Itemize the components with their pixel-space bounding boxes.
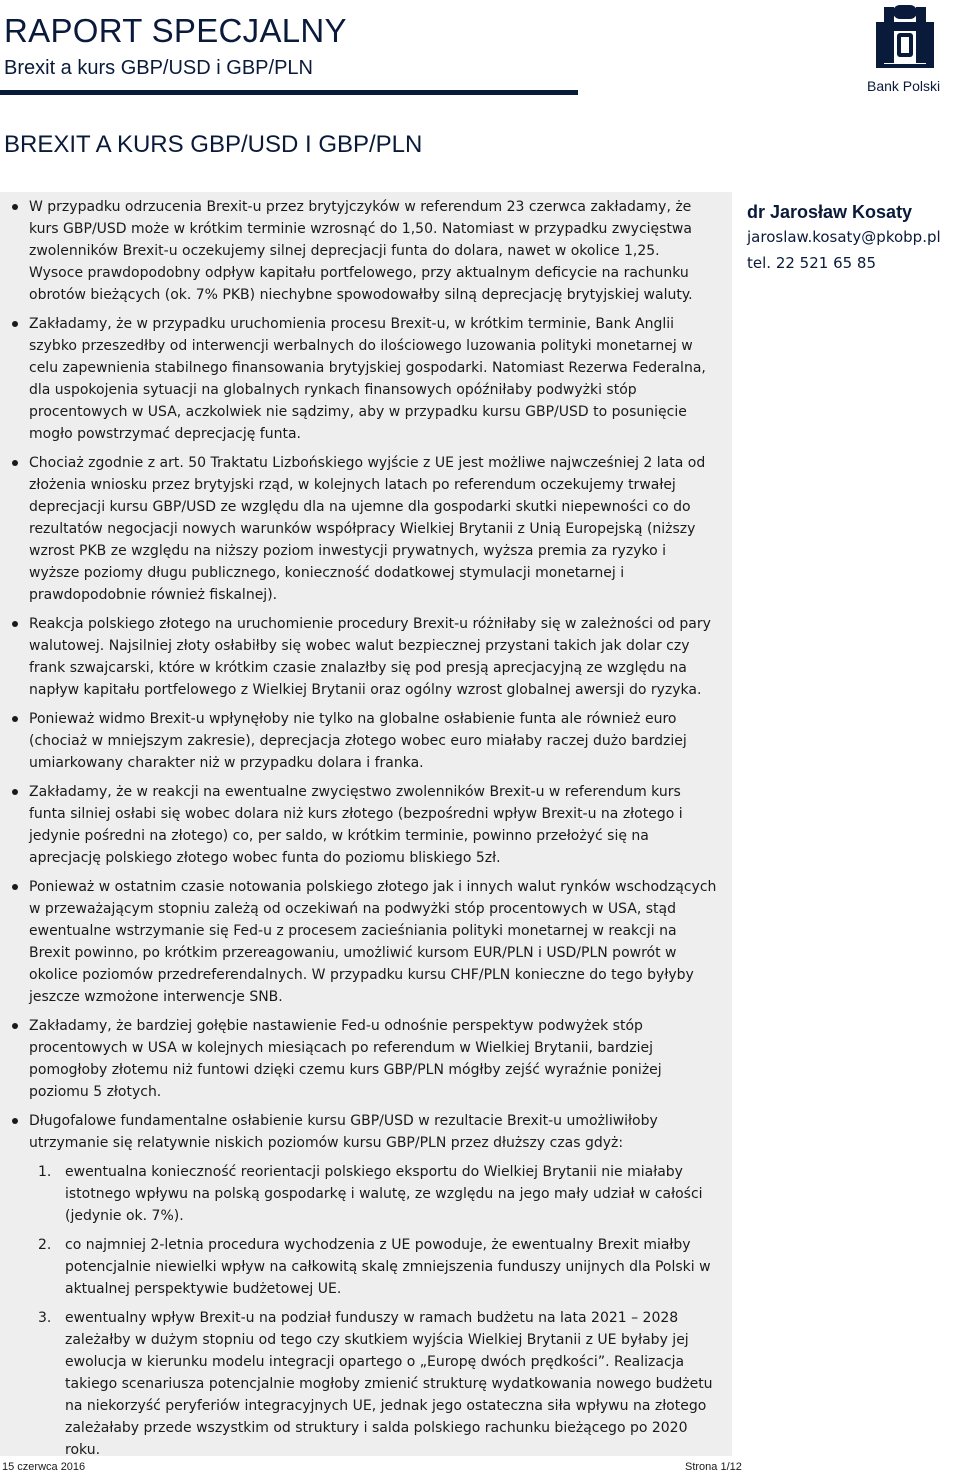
numbered-item [29,1234,718,1300]
numbered-item [29,1307,718,1461]
numbered-item [29,1161,718,1227]
footer-page-number: Strona 1/12 [685,1461,742,1473]
report-title: RAPORT SPECJALNY [4,12,347,49]
bullet-list [0,192,732,1461]
bullet-item: W przypadku odrzucenia Brexit-u przez brytyjczyków w referendum 23 czerwca zakładamy, że kurs GBP/USD może w krótkim terminie wzrosnąć do 1,50. Natomiast w przypadku zwycięstwa zwolenników Brexit-u oczekujemy silnej deprecjacji funta do dolara, nawet w okolice 1,25. Wysoce prawdopodobny odpływ kapitału portfelowego, przy aktualnym deficycie na rachunku obrotów bieżących (ok. 7% PKB) niechybne spowodowałby silną deprecjację brytyjskiej waluty. [0,196,732,306]
bullet-item: Zakładamy, że w reakcji na ewentualne zwycięstwo zwolenników Brexit-u w referendum kurs funta silniej osłabi się wobec dolara niż kurs złotego (bezpośredni wpływ Brexit-u na złotego i jedynie pośredni na złotego) co, per saldo, w krótkim terminie, powinno przełożyć się na aprecjację polskiego złotego wobec funta do poziomu bliskiego 5zł. [0,781,732,869]
section-title: BREXIT A KURS GBP/USD I GBP/PLN [4,131,423,158]
item-number: 3. [38,1310,52,1326]
author-email[interactable]: jaroslaw.kosaty@pkobp.pl [747,228,941,246]
report-subtitle: Brexit a kurs GBP/USD i GBP/PLN [4,57,313,79]
author-phone: tel. 22 521 65 85 [747,254,877,272]
bullet-item: Chociaż zgodnie z art. 50 Traktatu Lizbońskiego wyjście z UE jest możliwe najwcześniej 2 lata od złożenia wniosku przez brytyjski rząd, w kolejnych latach po referendum oczekujemy trwałej deprecjacji kursu GBP/USD ze względu dla na ujemne dla gospodarki skutki niepewności co do rezultatów negocjacji nowych warunków współpracy Wielkiej Brytanii z Unią Europejską (niższy wzrost PKB ze względu na niższy poziom inwestycji prywatnych, wyższa premia za ryzyko i wyższe poziomy długu publicznego, konieczność dodatkowej stymulacji monetarnej i prawdopodobnie również fiskalnej). [0,452,732,606]
footer-date: 15 czerwca 2016 [2,1461,86,1473]
bullet-text: Długofalowe fundamentalne osłabienie kursu GBP/USD w rezultacie Brexit-u umożliwiłoby utrzymanie się relatywnie niskich poziomów kursu GBP/PLN przez dłuższy czas gdyż: [29,1113,658,1151]
header-rule [0,90,578,95]
item-text: ewentualna konieczność reorientacji polskiego eksportu do Wielkiej Brytanii nie miałaby istotnego wpływu na polską gospodarkę i walutę, ze względu na jego mały udział w całości (jedynie ok. 7%). [65,1164,703,1224]
bullet-item: Reakcja polskiego złotego na uruchomienie procedury Brexit-u różniłaby się w zależności od pary walutowej. Najsilniej złoty osłabiłby się wobec walut bezpiecznej przystani takich jak dolar czy frank szwajcarski, które w krótkim czasie znalazłby się pod presją aprecjacyjną ze względu na napływ kapitału portfelowego z Wielkiej Brytanii oraz ogólny wzrost globalnej awersji do ryzyka. [0,613,732,701]
item-number: 1. [38,1164,52,1180]
item-text: co najmniej 2-letnia procedura wychodzenia z UE powoduje, że ewentualny Brexit miałby potencjalnie niewielki wpływ na całkowitą skalę zmniejszenia funduszy unijnych dla Polski w aktualnej perspektywie budżetowej UE. [65,1237,711,1297]
author-box [747,200,960,276]
main-content [0,192,732,1456]
bank-name: Bank Polski [867,78,941,94]
pko-logo-icon [872,2,938,72]
bullet-item: Ponieważ widmo Brexit-u wpłynęłoby nie tylko na globalne osłabienie funta ale również euro (chociaż w mniejszym zakresie), deprecjacja złotego wobec euro miałaby raczej dużo bardziej umiarkowany charakter niż w przypadku dolara i franka. [0,708,732,774]
bullet-item: Zakładamy, że w przypadku uruchomienia procesu Brexit-u, w krótkim terminie, Bank Anglii szybko przeszedłby od interwencji werbalnych do ilościowego luzowania polityki monetarnej w celu zapewnienia stabilnego finansowania brytyjskiej gospodarki. Natomiast Rezerwa Federalna, dla uspokojenia sytuacji na globalnych rynkach finansowych opóźniłaby podwyżki stóp procentowych w USA, aczkolwiek nie sądzimy, aby w przypadku kursu GBP/USD to posunięcie mogło powstrzymać deprecjację funta. [0,313,732,445]
numbered-list [29,1161,718,1461]
item-text: ewentualny wpływ Brexit-u na podział funduszy w ramach budżetu na lata 2021 – 2028 zależałby w dużym stopniu od tego czy skutkiem wyjścia Wielkiej Brytanii z UE byłaby jej ewolucja w kierunku modelu integracji opartego o „Europę dwóch prędkości”. Realizacja takiego scenariusza potencjalnie mogłoby zmienić strukturę wydatkowania nowego budżetu na niekorzyść peryferiów integracyjnych UE, jednak jego ostateczna siła wpływu na złotego zależałaby przede wszystkim od struktury i salda polskiego rachunku bieżącego po 2020 roku. [65,1310,713,1458]
bullet-item-with-list [0,1110,732,1461]
bullet-item: Zakładamy, że bardziej gołębie nastawienie Fed-u odnośnie perspektyw podwyżek stóp procentowych w USA w kolejnych miesiącach po referendum w Wielkiej Brytanii, bardziej pomogłoby złotemu niż funtowi dzięki czemu kurs GBP/PLN mógłby zejść wyraźnie poniżej poziomu 5 złotych. [0,1015,732,1103]
item-number: 2. [38,1237,52,1253]
author-name: dr Jarosław Kosaty [747,202,913,222]
bullet-item: Ponieważ w ostatnim czasie notowania polskiego złotego jak i innych walut rynków wschodzących w przeważającym stopniu zależą od oczekiwań na podwyżki stóp procentowych w USA, stąd ewentualne wstrzymanie się Fed-u z procesem zacieśniania polityki monetarnej w reakcji na Brexit powinno, po krótkim przereagowaniu, umożliwić kursom EUR/PLN i USD/PLN powrót w okolice poziomów przedreferendalnych. W przypadku kursu CHF/PLN konieczne do tego byłyby jeszcze wzmożone interwencje SNB. [0,876,732,1008]
